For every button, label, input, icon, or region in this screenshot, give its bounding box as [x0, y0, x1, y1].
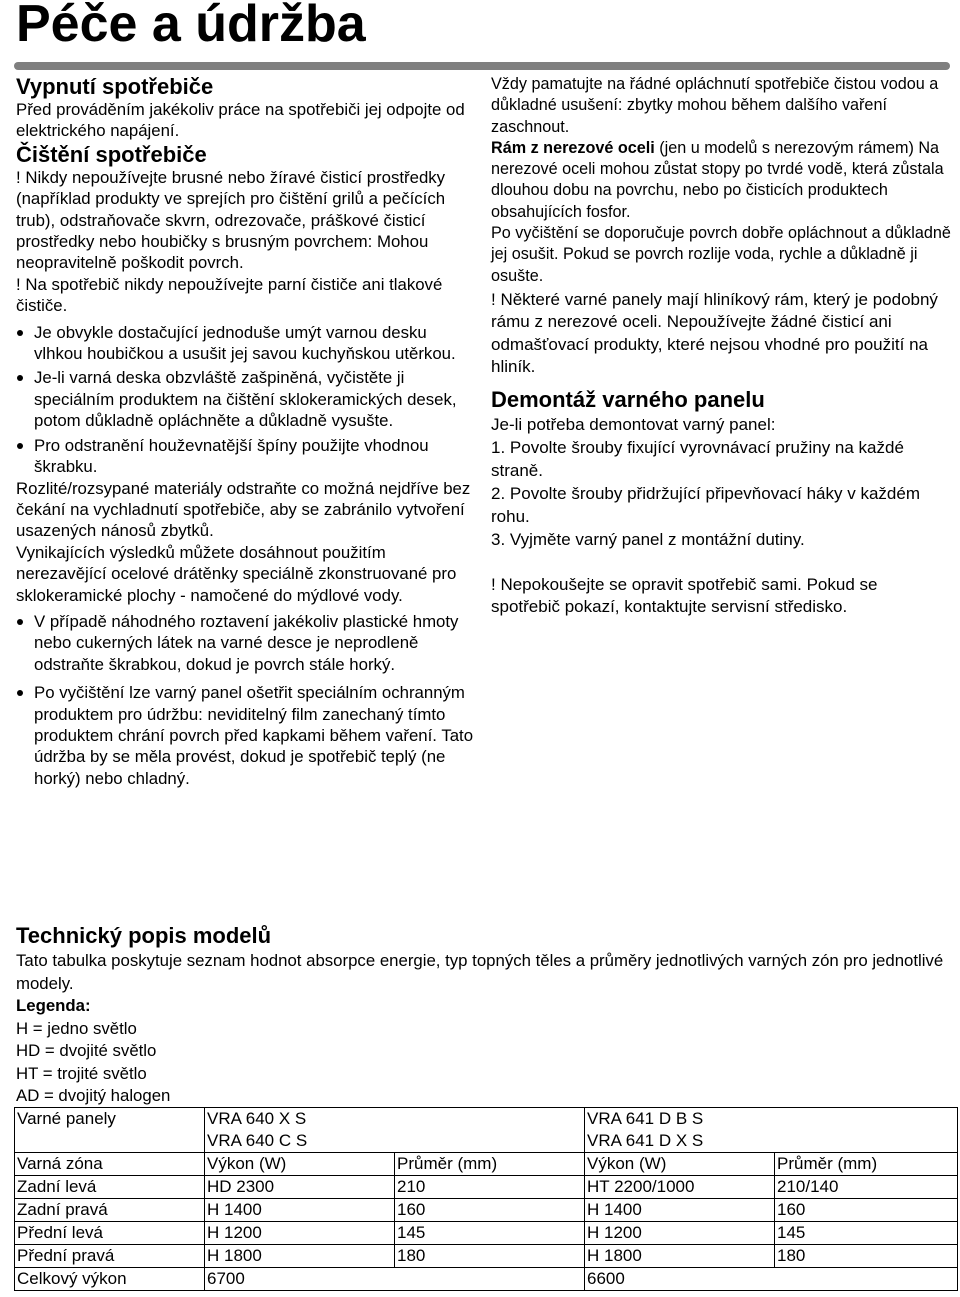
table-cell — [585, 1108, 958, 1153]
table-row — [15, 1222, 958, 1245]
legend-item: HT = trojité světlo — [16, 1063, 147, 1083]
table-header-cell: Průměr (mm) — [775, 1153, 958, 1176]
table-header-row — [15, 1153, 958, 1176]
table-row — [15, 1245, 958, 1268]
table-cell: Přední pravá — [15, 1245, 205, 1268]
table-cell: H 1400 — [205, 1199, 395, 1222]
legend-item: H = jedno světlo — [16, 1018, 137, 1038]
table-cell: 145 — [395, 1222, 585, 1245]
table-cell: Zadní pravá — [15, 1199, 205, 1222]
paragraph-technical-intro: Tato tabulka poskytuje seznam hodnot absorpce energie, typ topných těles a průměry jednotlivých varných zón pro jednotlivé modely. — [16, 951, 944, 993]
model-name: VRA 640 X S — [207, 1109, 307, 1128]
table-cell — [15, 1108, 205, 1153]
bullet-icon — [17, 330, 23, 336]
table-cell: Zadní levá — [15, 1176, 205, 1199]
table-header-cell: Výkon (W) — [205, 1153, 395, 1176]
table-cell: HT 2200/1000 — [585, 1176, 775, 1199]
bullet-icon — [17, 375, 23, 381]
title-divider — [14, 62, 950, 70]
stainless-frame-text: (jen u modelů s nerezovým rámem) Na nerezové oceli mohou zůstat stopy po tvrdé vodě, která zůstala dlouhou dobu na povrchu, nebo po čisticích produktech obsahujících fosfor. — [491, 138, 944, 221]
table-cell: H 1800 — [585, 1245, 775, 1268]
table-header-cell: Výkon (W) — [585, 1153, 775, 1176]
table-cell: 160 — [395, 1199, 585, 1222]
table-cell: Celkový výkon — [15, 1268, 205, 1291]
section-heading-removal: Demontáž varného panelu — [491, 387, 765, 413]
paragraph-aluminium: ! Některé varné panely mají hliníkový rám, který je podobný rámu z nerezové oceli. Nepoužívejte žádné čisticí ani odmašťovací produkty, které nejsou vhodné pro použití na hliník. — [491, 289, 938, 376]
bullet-icon — [17, 690, 23, 696]
bullet-text: Pro odstranění houževnatější špíny použijte vhodnou škrabku. — [34, 435, 429, 477]
legend-item: AD = dvojitý halogen — [16, 1086, 171, 1105]
table-cell: H 1200 — [205, 1222, 395, 1245]
page-title: Péče a údržba — [16, 0, 366, 53]
specification-table — [14, 1107, 958, 1291]
table-cell: 210 — [395, 1176, 585, 1199]
stainless-frame-label: Rám z nerezové oceli — [491, 138, 655, 157]
panels-label: Varné panely — [17, 1109, 116, 1128]
paragraph-removal-intro: Je-li potřeba demontovat varný panel: — [491, 415, 776, 435]
table-row — [15, 1176, 958, 1199]
table-cell: HD 2300 — [205, 1176, 395, 1199]
table-row — [15, 1199, 958, 1222]
paragraph-dry: Po vyčištění se doporučuje povrch dobře opláchnout a důkladně jej osušit. Pokud se povrch rozlije voda, rychle a důkladně ji osušte. — [491, 224, 951, 285]
bullet-text: Je obvykle dostačující jednoduše umýt varnou desku vlhkou houbičkou a usušit jej savou kuchyňskou utěrkou. — [34, 322, 456, 364]
model-name: VRA 641 D B S — [587, 1109, 704, 1128]
removal-step-3: 3. Vyjměte varný panel z montážní dutiny. — [491, 530, 805, 550]
table-header-cell: Varná zóna — [15, 1153, 205, 1176]
table-cell: 180 — [395, 1245, 585, 1268]
list-item — [16, 322, 478, 365]
legend-item: HD = dvojité světlo — [16, 1041, 157, 1060]
list-item — [16, 611, 478, 675]
bullet-text: Je-li varná deska obzvláště zašpiněná, vyčistěte ji speciálním produktem na čištění sklokeramických desek, potom důkladně opláchněte a důkladně vysušte. — [34, 368, 457, 431]
right-column — [491, 74, 951, 618]
left-column — [16, 74, 478, 789]
model-name: VRA 641 D X S — [587, 1131, 704, 1150]
paragraph-repair-warning: ! Nepokoušejte se opravit spotřebič sami. Pokud se spotřebič pokazí, kontaktujte servisní středisko. — [491, 575, 878, 617]
table-header-cell: Průměr (mm) — [395, 1153, 585, 1176]
paragraph-stainless-frame — [491, 138, 951, 223]
table-cell: 145 — [775, 1222, 958, 1245]
paragraph-steam-warning: ! Na spotřebič nikdy nepoužívejte parní čističe ani tlakové čističe. — [16, 274, 443, 316]
table-cell: Přední levá — [15, 1222, 205, 1245]
table-cell: H 1800 — [205, 1245, 395, 1268]
table-cell: 6700 — [205, 1268, 585, 1291]
table-cell: 180 — [775, 1245, 958, 1268]
removal-step-1: 1. Povolte šrouby fixující vyrovnávací pružiny na každé straně. — [491, 438, 904, 481]
paragraph-switch-off: Před prováděním jakékoliv práce na spotřebiči jej odpojte od elektrického napájení. — [16, 100, 465, 141]
cleaning-bullet-list — [16, 322, 478, 478]
table-cell: H 1400 — [585, 1199, 775, 1222]
model-name: VRA 640 C S — [207, 1131, 308, 1150]
section-heading-switch-off: Vypnutí spotřebiče — [16, 74, 214, 99]
paragraph-abrasive-warning: ! Nikdy nepoužívejte brusné nebo žíravé čisticí prostředky (například produkty ve sprejích pro čištění grilů a pečících trub), odstraňovače skvrn, odrezovače, práškové čisticí prostředky nebo houbičky s brusným povrchem: Mohou neopravitelně poškodit povrch. — [16, 167, 446, 273]
list-item — [16, 435, 478, 478]
section-heading-cleaning: Čištění spotřebiče — [16, 141, 207, 167]
paragraph-rinse: Vždy pamatujte na řádné opláchnutí spotřebiče čistou vodou a důkladné usušení: zbytky mohou během dalšího vaření zaschnout. — [491, 75, 939, 136]
table-total-row — [15, 1268, 958, 1291]
list-item — [16, 682, 478, 789]
paragraph-results: Vynikajících výsledků můžete dosáhnout použitím nerezavějící ocelové drátěnky speciálně zkonstruované pro sklokeramické plochy - namočené do mýdlové vody. — [16, 542, 457, 605]
paragraph-spills: Rozlité/rozsypané materiály odstraňte co možná nejdříve bez čekání na vychladnutí spotřebiče, aby se zabránilo vytvoření usazených nánosů zbytků. — [16, 478, 471, 541]
table-cell: 160 — [775, 1199, 958, 1222]
legend-title: Legenda: — [16, 996, 91, 1015]
bullet-text: Po vyčištění lze varný panel ošetřit speciálním ochranným produktem pro údržbu: neviditelný film zanechaný tímto produktem chrání povrch před kapkami během vaření. Tato údržba by se měla provést, dokud je spotřebič teplý (ne horký) nebo chladný. — [34, 683, 474, 788]
melt-bullet-list — [16, 611, 478, 789]
technical-section — [16, 922, 956, 1108]
table-cell: 6600 — [585, 1268, 958, 1291]
table-row — [15, 1108, 958, 1153]
table-cell: 210/140 — [775, 1176, 958, 1199]
section-heading-technical: Technický popis modelů — [16, 923, 272, 948]
removal-step-2: 2. Povolte šrouby přidržující připevňovací háky v každém rohu. — [491, 484, 920, 527]
bullet-text: V případě náhodného roztavení jakékoliv plastické hmoty nebo cukerných látek na varné desce je neprodleně odstraňte škrabkou, dokud je povrch stále horký. — [34, 611, 459, 674]
table-cell: H 1200 — [585, 1222, 775, 1245]
table-cell — [205, 1108, 585, 1153]
bullet-icon — [17, 619, 23, 625]
list-item — [16, 367, 478, 431]
bullet-icon — [17, 443, 23, 449]
